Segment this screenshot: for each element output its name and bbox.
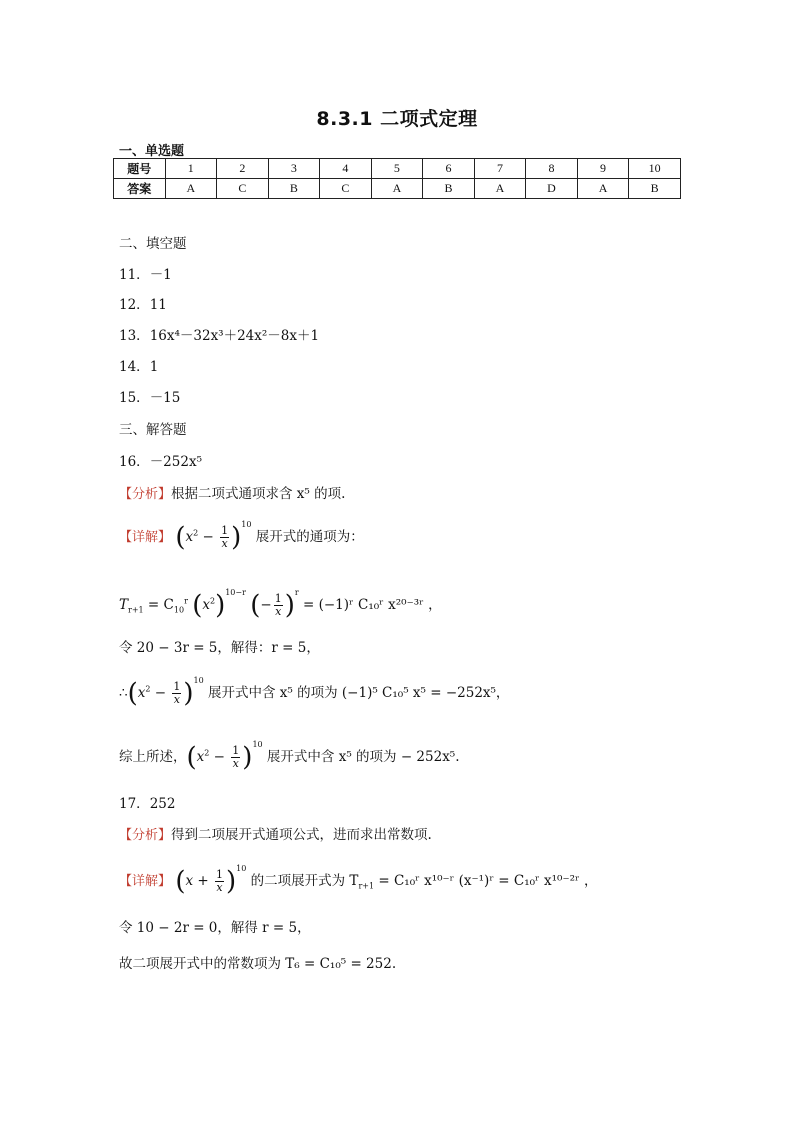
table-cell: B	[423, 179, 475, 199]
summary-prefix: 综上所述，	[119, 749, 187, 765]
fill-answer-15	[119, 386, 180, 406]
table-cell: 8	[526, 159, 578, 179]
analysis-17	[119, 823, 432, 843]
table-row-numbers	[114, 159, 681, 179]
answer-value: －252x⁵	[149, 454, 202, 470]
detail-text: 的二项展开式为 T	[250, 873, 359, 889]
answer-value: 16x⁴－32x³＋24x²－8x＋1	[149, 328, 320, 344]
answer-table	[113, 158, 681, 199]
detail-text: 展开式的通项为：	[255, 529, 364, 545]
let-line-16: 令 20 − 3r = 5，解得：r = 5，	[119, 640, 320, 656]
table-cell: 3	[268, 159, 320, 179]
question-number: 15．	[119, 390, 150, 406]
question-number: 16．	[119, 454, 150, 470]
table-cell: 7	[474, 159, 526, 179]
section-heading-choice: 一、单选题	[119, 144, 185, 159]
fill-answer-13	[119, 324, 319, 344]
fill-answer-14	[119, 355, 158, 375]
binomial-expression: ($x^2$ − $\frac{1}{x}$ )$^{10}$	[175, 520, 252, 553]
detail-16	[119, 520, 364, 553]
analysis-tag: 【分析】	[119, 828, 172, 843]
fill-answer-11	[119, 263, 172, 283]
summary-line-16: 综上所述，($x^2$ − $\frac{1}{x}$ )$^{10}$ 展开式中含 x⁵ 的项为 − 252x⁵.	[119, 740, 460, 773]
general-term-16: $T_{r+1} = C_{10}^r$ $(x^2)^{10-r}$ (− $\frac{1}{x}$ )$^r$ = (−1)ʳ C₁₀ʳ x²⁰⁻³ʳ ，	[119, 588, 442, 621]
table-cell: 10	[629, 159, 681, 179]
table-header-number: 题号	[114, 159, 166, 179]
detail-formula: = C₁₀ʳ x¹⁰⁻ʳ (x⁻¹)ʳ = C₁₀ʳ x¹⁰⁻²ʳ ，	[378, 873, 598, 889]
table-cell: 5	[371, 159, 423, 179]
table-cell: 9	[577, 159, 629, 179]
page-title: 8.3.1 二项式定理	[316, 108, 478, 130]
answer-value: －1	[149, 267, 172, 283]
table-cell: A	[165, 179, 217, 199]
table-cell: 6	[423, 159, 475, 179]
table-cell: 2	[217, 159, 269, 179]
final-line-17: 故二项展开式中的常数项为 T₆ = C₁₀⁵ = 252.	[119, 956, 397, 972]
therefore-text: 展开式中含 x⁵ 的项为 (−1)⁵ C₁₀⁵ x⁵ = −252x⁵，	[208, 685, 510, 701]
section-heading-solve: 三、解答题	[119, 422, 187, 438]
question-number: 12．	[119, 297, 150, 313]
table-cell: A	[371, 179, 423, 199]
answer-value: 1	[149, 359, 159, 375]
solve-answer-16	[119, 450, 202, 470]
table-cell: C	[320, 179, 372, 199]
section-heading-fill: 二、填空题	[119, 236, 187, 252]
table-cell: B	[268, 179, 320, 199]
fill-answer-12	[119, 293, 167, 313]
answer-value: 11	[149, 297, 167, 313]
table-cell: A	[474, 179, 526, 199]
answer-value: 252	[149, 796, 176, 812]
detail-tag: 【详解】	[119, 530, 172, 545]
analysis-text: 根据二项式通项求含 x⁵ 的项.	[171, 486, 346, 502]
table-cell: A	[577, 179, 629, 199]
question-number: 17．	[119, 796, 150, 812]
analysis-16	[119, 482, 345, 502]
table-cell: B	[629, 179, 681, 199]
table-cell: 4	[320, 159, 372, 179]
solve-answer-17	[119, 792, 175, 812]
therefore-line-16: $\therefore(x^2$ − $\frac{1}{x}$ )$^{10}$ 展开式中含 x⁵ 的项为 (−1)⁵ C₁₀⁵ x⁵ = −252x⁵，	[119, 676, 510, 709]
analysis-text: 得到二项展开式通项公式，进而求出常数项.	[171, 827, 432, 843]
summary-suffix: 展开式中含 x⁵ 的项为 − 252x⁵.	[266, 749, 460, 765]
question-number: 13．	[119, 328, 150, 344]
table-cell: C	[217, 179, 269, 199]
general-term-formula: = (−1)ʳ C₁₀ʳ x²⁰⁻³ʳ ，	[302, 597, 442, 613]
table-cell: 1	[165, 159, 217, 179]
question-number: 14．	[119, 359, 150, 375]
let-line-17: 令 10 − 2r = 0，解得 r = 5，	[119, 920, 311, 936]
answer-value: －15	[149, 390, 181, 406]
table-header-answer: 答案	[114, 179, 166, 199]
analysis-tag: 【分析】	[119, 487, 172, 502]
table-row-answers	[114, 179, 681, 199]
detail-tag: 【详解】	[119, 874, 172, 889]
table-cell: D	[526, 179, 578, 199]
question-number: 11．	[119, 267, 150, 283]
detail-17: 【详解】 (x + $\frac{1}{x}$ )$^{10}$ 的二项展开式为 $T_{r+1}$ = C₁₀ʳ x¹⁰⁻ʳ (x⁻¹)ʳ = C₁₀ʳ x¹⁰⁻²ʳ ，	[119, 864, 598, 897]
